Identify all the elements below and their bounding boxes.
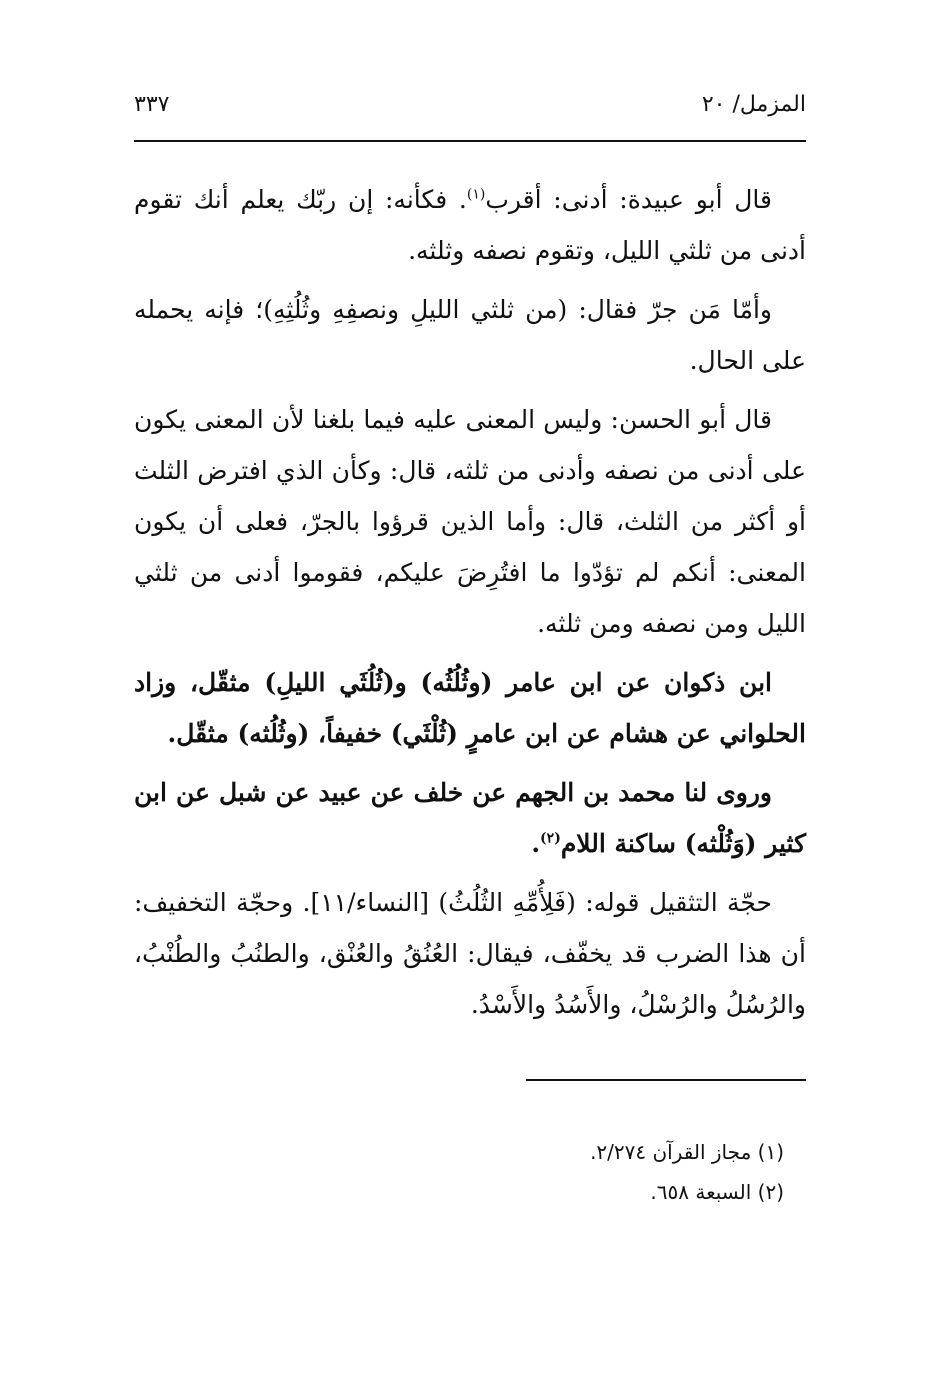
footnote-ref-1: (١) <box>466 186 486 203</box>
main-text <box>134 174 806 1038</box>
page-number: ٣٣٧ <box>134 92 170 117</box>
footnote-2: (٢) السبعة ٦٥٨. <box>650 1180 784 1204</box>
paragraph-2: وأمّا مَن جرّ فقال: (من ثلثي الليلِ ونصفِهِ وثُلُثِهِ)؛ فإنه يحمله على الحال. <box>134 295 806 375</box>
paragraph-5: وروى لنا محمد بن الجهم عن خلف عن عبيد عن شبل عن ابن كثير (وَثُلْثه) ساكنة اللام$^{(٢)}$. <box>134 778 806 858</box>
surah-reference: المزمل/ ٢٠ <box>701 92 806 117</box>
footnote-1: (١) مجاز القرآن ٢/٢٧٤. <box>590 1140 784 1164</box>
footnote-rule <box>526 1079 806 1081</box>
header-rule <box>134 140 806 142</box>
paragraph-3: قال أبو الحسن: وليس المعنى عليه فيما بلغنا لأن المعنى يكون على أدنى من نصفه وأدنى من ثلثه، قال: وكأن الذي افترض الثلث أو أكثر من الثلث، قال: وأما الذين قرؤوا بالجرّ، فعلى أن يكون المعنى: أنكم لم تؤدّوا ما افتُرِضَ عليكم، فقوموا أدنى من ثلثي الليل ومن نصفه ومن ثلثه. <box>134 405 806 638</box>
paragraph-4: ابن ذكوان عن ابن عامر (وثُلُثُه) و(ثُلُثَي الليلِ) مثقّل، وزاد الحلواني عن هشام عن ابن عامرٍ (ثُلْثَي) خفيفاً، (وثُلُثه) مثقّل. <box>134 668 806 748</box>
paragraph-1: قال أبو عبيدة: أدنى: أقرب$^{(١)}$. فكأنه: إن ربّك يعلم أنك تقوم أدنى من ثلثي الليل، وتقوم نصفه وثلثه. <box>134 185 806 265</box>
footnotes <box>134 1132 784 1212</box>
footnote-ref-2: (٢) <box>540 830 561 847</box>
page-header <box>134 92 806 132</box>
paragraph-6: حجّة التثقيل قوله: (فَلِأُمِّهِ الثُلُثُ) [النساء/١١]. وحجّة التخفيف: أن هذا الضرب قد يخفّف، فيقال: العُنُقُ والعُنْق، والطنُبُ والطُنْبُ، والرُسُلُ والرُسْلُ، والأَسُدُ والأَسْدُ. <box>134 888 806 1019</box>
